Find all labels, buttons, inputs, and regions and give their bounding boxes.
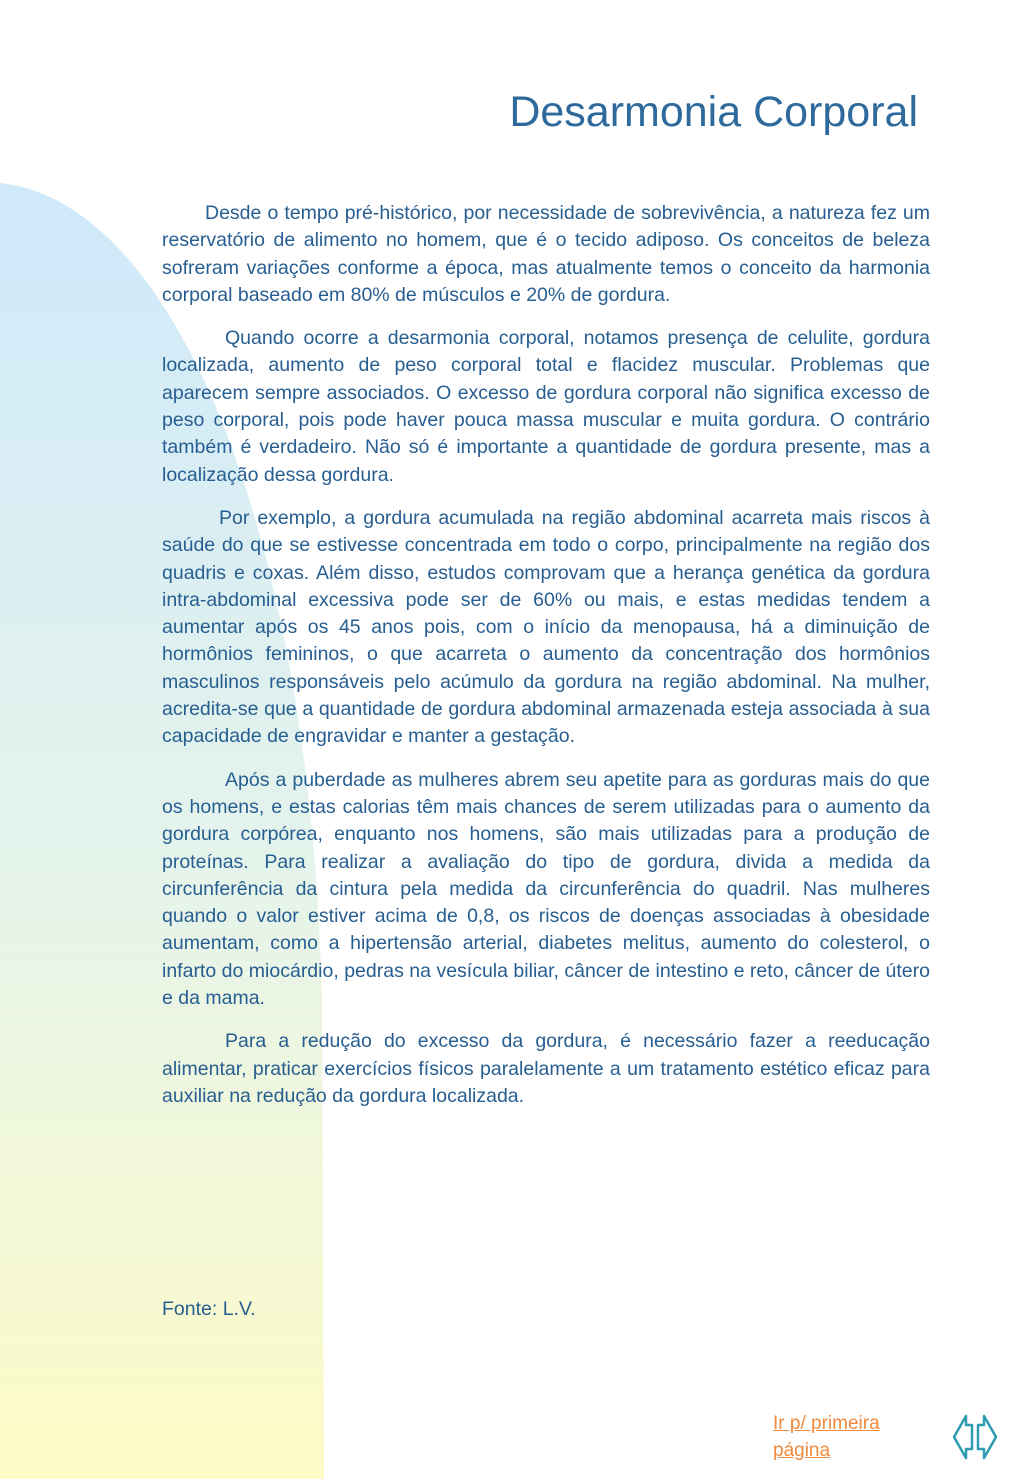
article-body <box>162 200 930 1126</box>
paragraph-1: Desde o tempo pré-histórico, por necessidade de sobrevivência, a natureza fez um reservatório de alimento no homem, que é o tecido adiposo. Os conceitos de beleza sofreram variações conforme a época, mas atualmente temos o conceito da harmonia corporal baseado em 80% de músculos e 20% de gordura. <box>162 202 930 306</box>
source-citation: Fonte: L.V. <box>162 1298 256 1320</box>
first-page-link[interactable]: Ir p/ primeira página <box>773 1413 880 1461</box>
paragraph-5: Para a redução do excesso da gordura, é necessário fazer a reeducação alimentar, praticar exercícios físicos paralelamente a um tratamento estético eficaz para auxiliar na redução da gordura localizada. <box>162 1030 930 1107</box>
navigation-arrows-icon[interactable] <box>950 1410 1000 1464</box>
paragraph-2: Quando ocorre a desarmonia corporal, notamos presença de celulite, gordura localizada, aumento de peso corporal total e flacidez muscular. Problemas que aparecem sempre associados. O excesso de gordura corporal não significa excesso de peso corporal, pois pode haver pouca massa muscular e muita gordura. O contrário também é verdadeiro. Não só é importante a quantidade de gordura presente, mas a localização dessa gordura. <box>162 327 930 486</box>
paragraph-4: Após a puberdade as mulheres abrem seu apetite para as gorduras mais do que os homens, e estas calorias têm mais chances de serem utilizadas para o aumento da gordura corpórea, enquanto nos homens, são mais utilizadas para a produção de proteínas. Para realizar a avaliação do tipo de gordura, divida a medida da circunferência da cintura pela medida da circunferência do quadril. Nas mulheres quando o valor estiver acima de 0,8, os riscos de doenças associadas à obesidade aumentam, como a hipertensão arterial, diabetes melitus, aumento do colesterol, o infarto do miocárdio, pedras na vesícula biliar, câncer de intestino e reto, câncer de útero e da mama. <box>162 768 930 1010</box>
paragraph-3: Por exemplo, a gordura acumulada na região abdominal acarreta mais riscos à saúde do que se estivesse concentrada em todo o corpo, principalmente na região dos quadris e coxas. Além disso, estudos comprovam que a herança genética da gordura intra-abdominal excessiva pode ser de 60% ou mais, e estas medidas tendem a aumentar após os 45 anos pois, com o início da menopausa, há a diminuição de hormônios femininos, o que acarreta o aumento da concentração dos hormônios masculinos responsáveis pelo acúmulo da gordura na região abdominal. Na mulher, acredita-se que a quantidade de gordura abdominal armazenada esteja associada à sua capacidade de engravidar e manter a gestação. <box>162 506 930 748</box>
page-title: Desarmonia Corporal <box>509 88 918 136</box>
